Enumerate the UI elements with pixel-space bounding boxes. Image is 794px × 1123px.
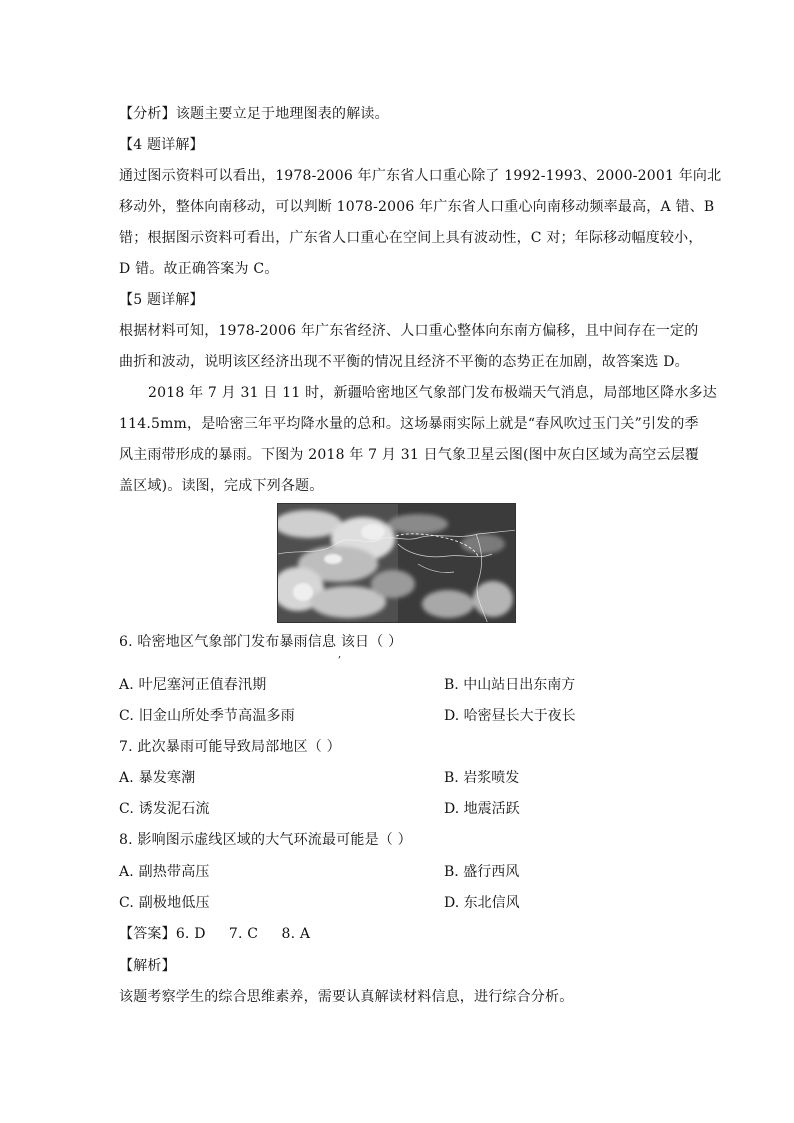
answer-label: 【答案】 [119,926,176,942]
analysis-line [119,104,679,124]
q4-line-4: D 错。故正确答案为 C。 [119,261,279,277]
question-8-option-b: B. 盛行西风 [444,864,520,880]
question-6-option-c: C. 旧金山所处季节高温多雨 [119,708,295,724]
q4-line-2: 移动外，整体向南移动，可以判断 1078-2006 年广东省人口重心向南移动频率最高，A 错、B [119,199,715,215]
q4-line-3: 错；根据图示资料可看出，广东省人口重心在空间上具有波动性，C 对；年际移动幅度较小， [119,230,703,246]
question-7-option-b: B. 岩浆喷发 [444,770,520,786]
question-8-option-d: D. 东北信风 [444,895,520,911]
jiexi-header: 【解析】 [119,958,176,974]
analysis-label: 【分析】 [119,106,176,122]
question-8-option-c: C. 副极地低压 [119,895,210,911]
question-7-option-c: C. 诱发泥石流 [119,801,210,817]
question-6-option-b: B. 中山站日出东南方 [444,677,576,693]
question-6-option-d: D. 哈密昼长大于夜长 [444,708,576,724]
jiexi-text: 该题考察学生的综合思维素养，需要认真解读材料信息，进行综合分析。 [119,989,574,1005]
satellite-cloud-image [277,503,516,623]
q5-line-2: 曲折和波动，说明该区经济出现不平衡的情况且经济不平衡的态势正在加剧，故答案选 D。 [119,354,689,370]
q4-line-1: 通过图示资料可以看出，1978-2006 年广东省人口重心除了 1992-1993、2000-2001 年向北 [119,168,722,184]
q4-header: 【4 题详解】 [119,137,204,153]
question-8-option-a: A. 副热带高压 [119,864,210,880]
question-7-option-a: A. 暴发寒潮 [119,770,196,786]
material-line-1: 2018 年 7 月 31 日 11 时，新疆哈密地区气象部门发布极端天气消息，局部地区降水多达 [148,385,717,401]
stray-comma-mark: , [338,649,342,660]
analysis-text: 该题主要立足于地理图表的解读。 [175,106,389,122]
question-8-stem: 8. 影响图示虚线区域的大气环流最可能是（ ） [119,832,412,848]
material-line-3: 风主雨带形成的暴雨。下图为 2018 年 7 月 31 日气象卫星云图(图中灰白区域为高空云层覆 [119,447,700,463]
question-7-option-d: D. 地震活跃 [444,801,520,817]
question-7-stem: 7. 此次暴雨可能导致局部地区（ ） [119,739,341,755]
q5-line-1: 根据材料可知，1978-2006 年广东省经济、人口重心整体向东南方偏移，且中间存在一定的 [119,323,699,339]
q5-header: 【5 题详解】 [119,292,204,308]
material-line-4: 盖区域)。读图，完成下列各题。 [119,478,324,494]
material-line-2: 114.5mm，是哈密三年平均降水量的总和。这场暴雨实际上就是“春风吹过玉门关”引发的季 [119,416,699,432]
question-6-stem: 6. 哈密地区气象部门发布暴雨信息 该日（ ） [119,634,403,650]
question-6-option-a: A. 叶尼塞河正值春汛期 [119,677,267,693]
answer-line [119,924,679,944]
answer-text: 6. D 7. C 8. A [175,926,311,942]
